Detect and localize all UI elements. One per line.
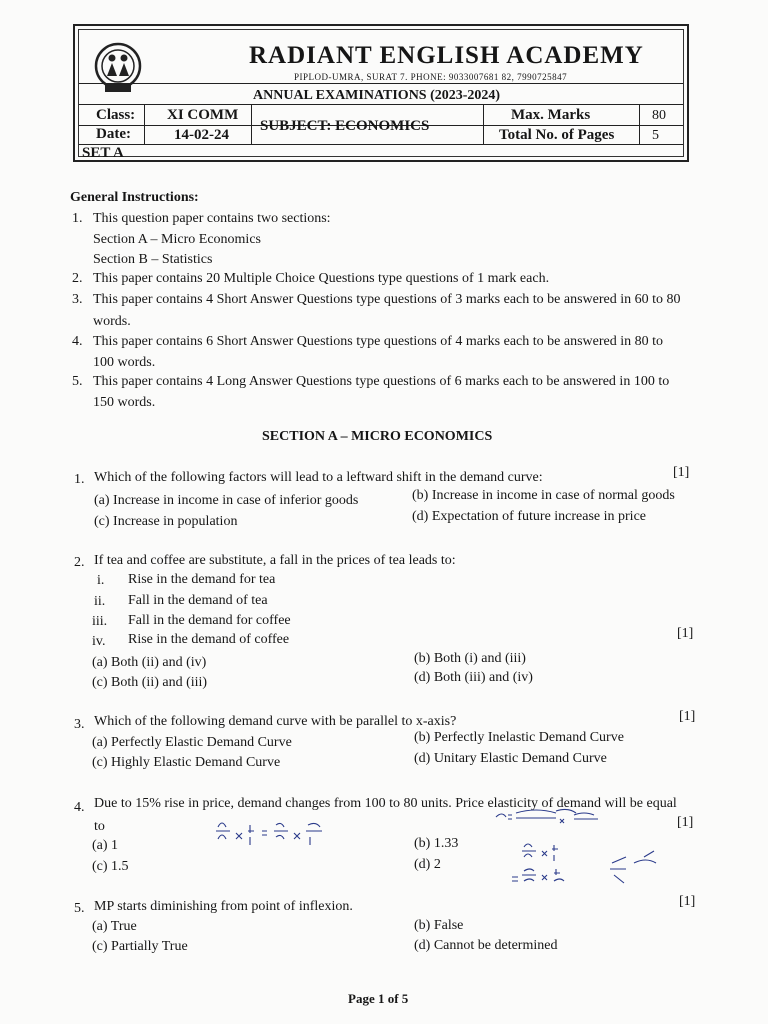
option-b: (b) Both (i) and (iii) (414, 651, 526, 666)
instruction-number: 5. (72, 374, 83, 389)
instruction-text: words. (93, 314, 131, 329)
page-number: Page 1 of 5 (348, 991, 409, 1006)
option-d: (d) Both (iii) and (iv) (414, 670, 533, 685)
pages-value: 5 (652, 128, 659, 143)
sub-item-text: Fall in the demand of tea (128, 593, 268, 608)
instruction-text: This paper contains 6 Short Answer Questions type questions of 4 marks each to be answered in 80 to (93, 334, 664, 349)
question-marks: [1] (677, 626, 694, 641)
option-c: (c) Increase in population (94, 514, 238, 529)
option-b: (b) Perfectly Inelastic Demand Curve (414, 730, 624, 745)
instruction-text: 150 words. (93, 395, 156, 410)
exam-title: ANNUAL EXAMINATIONS (2023-2024) (253, 88, 501, 103)
option-d: (d) Expectation of future increase in price (412, 509, 647, 524)
sub-item-text: Rise in the demand of coffee (128, 632, 290, 647)
question-marks: [1] (679, 894, 696, 909)
date-label: Date: (96, 126, 131, 142)
question-text: MP starts diminishing from point of inflexion. (94, 899, 353, 914)
instruction-number: 4. (72, 334, 83, 349)
class-value: XI COMM (167, 107, 239, 123)
option-a: (a) 1 (92, 838, 119, 853)
question-number: 4. (74, 800, 85, 815)
option-b: (b) 1.33 (414, 836, 459, 851)
section-title: SECTION A – MICRO ECONOMICS (262, 429, 493, 444)
school-logo (93, 40, 143, 96)
option-b: (b) False (414, 918, 464, 933)
option-a: (a) True (92, 919, 137, 934)
question-number: 1. (74, 472, 85, 487)
header-divider (79, 144, 683, 145)
header-column-divider (639, 104, 640, 144)
instruction-text: This paper contains 4 Short Answer Questions type questions of 3 marks each to be answered in 60 to 80 (93, 292, 681, 307)
option-d: (d) Cannot be determined (414, 938, 558, 953)
header-divider (79, 83, 683, 84)
question-number: 2. (74, 555, 85, 570)
question-text: If tea and coffee are substitute, a fall in the prices of tea leads to: (94, 553, 456, 568)
header-column-divider (251, 104, 252, 144)
handwritten-working (214, 815, 374, 855)
instruction-text: This paper contains 4 Long Answer Questions type questions of 6 marks each to be answered in 100 to (93, 374, 670, 389)
option-a: (a) Both (ii) and (iv) (92, 655, 207, 670)
handwritten-working (494, 805, 694, 900)
class-label: Class: (96, 107, 136, 123)
max-marks-label: Max. Marks (511, 107, 591, 123)
question-number: 3. (74, 717, 85, 732)
question-number: 5. (74, 901, 85, 916)
exam-header (73, 24, 689, 162)
question-text: Due to 15% rise in price, demand changes from 100 to 80 units. Price elasticity of demand will be equal (94, 796, 677, 811)
question-marks: [1] (673, 465, 690, 480)
set-label: SET A (82, 145, 124, 161)
question-marks: [1] (677, 815, 694, 830)
option-a: (a) Perfectly Elastic Demand Curve (92, 735, 292, 750)
header-inner-border (78, 29, 684, 161)
instruction-text: This question paper contains two sections: (93, 211, 331, 226)
option-c: (c) 1.5 (92, 859, 129, 874)
option-a: (a) Increase in income in case of inferior goods (94, 493, 359, 508)
pages-label: Total No. of Pages (499, 127, 615, 143)
instruction-number: 2. (72, 271, 83, 286)
option-d: (d) Unitary Elastic Demand Curve (414, 751, 607, 766)
instruction-text: Section B – Statistics (93, 252, 213, 267)
option-b: (b) Increase in income in case of normal goods (412, 488, 675, 503)
option-c: (c) Highly Elastic Demand Curve (92, 755, 281, 770)
instructions-title: General Instructions: (70, 190, 199, 205)
instruction-text: This paper contains 20 Multiple Choice Questions type questions of 1 mark each. (93, 271, 550, 286)
sub-item-number: iii. (92, 614, 108, 629)
question-text: Which of the following demand curve with be parallel to x-axis? (94, 714, 457, 729)
header-divider (79, 104, 683, 105)
option-c: (c) Both (ii) and (iii) (92, 675, 208, 690)
question-text: Which of the following factors will lead to a leftward shift in the demand curve: (94, 470, 543, 485)
instruction-text: Section A – Micro Economics (93, 232, 261, 247)
sub-item-number: ii. (94, 594, 106, 609)
sub-item-number: iv. (92, 634, 106, 649)
option-d: (d) 2 (414, 857, 441, 872)
instruction-number: 3. (72, 292, 83, 307)
question-text-continued: to (94, 819, 105, 834)
school-name: RADIANT ENGLISH ACADEMY (249, 42, 644, 69)
date-value: 14-02-24 (174, 127, 229, 143)
sub-item-text: Rise in the demand for tea (128, 572, 276, 587)
instruction-text: 100 words. (93, 355, 156, 370)
school-address: PIPLOD-UMRA, SURAT 7. PHONE: 9033007681 82, 7990725847 (294, 72, 568, 82)
question-marks: [1] (679, 709, 696, 724)
instruction-number: 1. (72, 211, 83, 226)
header-column-divider (144, 104, 145, 144)
option-c: (c) Partially True (92, 939, 188, 954)
sub-item-number: i. (97, 573, 105, 588)
sub-item-text: Fall in the demand for coffee (128, 613, 291, 628)
max-marks-value: 80 (652, 108, 666, 123)
header-column-divider (483, 104, 484, 144)
subject: SUBJECT: ECONOMICS (260, 118, 430, 134)
